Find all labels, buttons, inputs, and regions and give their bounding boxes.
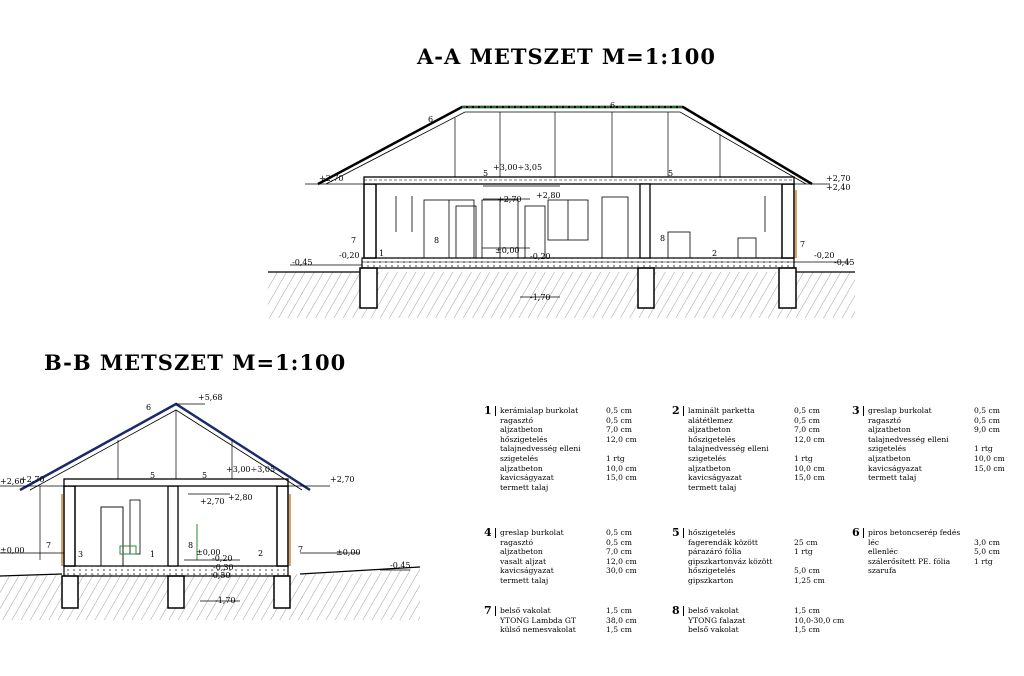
layer-thickness: 12,0 cm	[794, 434, 825, 444]
layer-material: termett talaj	[688, 482, 737, 492]
bb-mark-1: 1	[150, 550, 156, 559]
layer-thickness: 1 rtg	[974, 444, 993, 454]
layer-material: ragasztó	[500, 415, 534, 425]
legend-layer-row	[688, 538, 834, 548]
layer-material: szarufa	[868, 566, 897, 576]
bb-mark-7a: 7	[46, 541, 52, 550]
aa-level-right-bot: +2,40	[826, 183, 851, 192]
aa-level-170: -1,70	[530, 293, 551, 302]
layer-thickness: 10,0-30,0 cm	[794, 615, 845, 625]
layer-thickness: 1,5 cm	[794, 625, 820, 635]
legend-layer-row	[688, 625, 834, 635]
layer-thickness: 1,5 cm	[794, 606, 820, 615]
aa-foundation-right	[779, 268, 796, 308]
layer-material: szigetelés	[688, 453, 727, 463]
layer-material: párazáró fólia	[688, 547, 742, 557]
legend-layer-row	[500, 425, 646, 435]
layer-material: talajnedvesség elleni	[868, 434, 949, 444]
layer-thickness	[794, 528, 834, 538]
aa-mark-5b: 5	[668, 169, 674, 178]
layer-thickness: 10,0 cm	[606, 463, 637, 473]
legend-layer-row	[500, 547, 646, 557]
aa-level-045a: -0,45	[292, 258, 313, 267]
aa-level-020c: -0,20	[814, 251, 835, 260]
legend-layer-row	[688, 557, 834, 567]
bb-level-280: +2,80	[228, 493, 253, 502]
layer-material: greslap burkolat	[868, 406, 932, 415]
layer-material: külső nemesvakolat	[500, 625, 576, 635]
legend-layer-row	[868, 473, 1014, 483]
legend-layer-row	[688, 406, 834, 416]
section-bb-title: B-B METSZET M=1:100	[44, 350, 347, 375]
layer-material: aljzatbeton	[500, 547, 543, 557]
layer-thickness: 25 cm	[794, 537, 818, 547]
bb-mark-5a: 5	[150, 471, 156, 480]
aa-ceiling	[364, 177, 794, 184]
layer-thickness: 10,0 cm	[974, 453, 1005, 463]
layer-material: talajnedvesség elleni	[500, 444, 581, 454]
layer-thickness: 7,0 cm	[606, 425, 632, 435]
legend-layer-row	[868, 444, 1014, 454]
layer-material: YTONG falazat	[688, 615, 746, 625]
layer-material: aljzatbeton	[688, 425, 731, 435]
legend-layer-row	[500, 406, 646, 416]
legend-layer-row	[688, 528, 834, 538]
legend-layer-row	[500, 557, 646, 567]
layer-thickness: 0,5 cm	[794, 406, 820, 415]
aa-level-left: +2,70	[319, 174, 344, 183]
aa-wall-right	[782, 184, 794, 258]
legend-layer-row	[500, 616, 646, 626]
aa-wall-left	[364, 184, 376, 258]
layer-thickness: 1,5 cm	[606, 625, 632, 635]
legend-layer-row	[500, 444, 646, 454]
legend-layer-row	[500, 464, 646, 474]
layer-material: fagerendák között	[688, 537, 758, 547]
layer-thickness: 0,5 cm	[606, 537, 632, 547]
legend-layer-row	[500, 483, 646, 493]
legend-layer-row	[688, 547, 834, 557]
layer-material: belső vakolat	[500, 606, 551, 615]
aa-mark-5a: 5	[483, 169, 489, 178]
layer-thickness: 1 rtg	[974, 556, 993, 566]
layer-material: aljzatbeton	[868, 453, 911, 463]
legend-layer-row	[868, 416, 1014, 426]
layer-material: aljzatbeton	[688, 463, 731, 473]
layer-thickness: 3,0 cm	[974, 537, 1000, 547]
layer-material: szálerősített PE. fólia	[868, 556, 951, 566]
section-aa-drawing	[268, 101, 855, 318]
legend-number: 8	[672, 606, 684, 616]
layer-thickness	[974, 473, 1014, 483]
legend-layer-row	[868, 435, 1014, 445]
layer-material: belső vakolat	[688, 625, 739, 635]
bb-mark-6: 6	[146, 403, 152, 412]
layer-thickness	[794, 483, 834, 493]
layer-material: aljzatbeton	[500, 463, 543, 473]
bb-level-000a: ±0,00	[0, 546, 25, 555]
layer-thickness	[974, 528, 1014, 538]
layer-thickness: 7,0 cm	[794, 425, 820, 435]
layer-thickness: 15,0 cm	[974, 463, 1005, 473]
bb-level-270b: +2,70	[330, 475, 355, 484]
bb-mark-3: 3	[78, 550, 84, 559]
bb-level-050: -0,50	[210, 571, 231, 580]
layer-thickness: 12,0 cm	[606, 434, 637, 444]
legend-layer-row	[500, 576, 646, 586]
layer-material: hőszigetelés	[688, 528, 736, 537]
layer-material: aljzatbeton	[868, 425, 911, 435]
layer-thickness: 0,5 cm	[606, 415, 632, 425]
layer-thickness: 9,0 cm	[974, 425, 1000, 435]
layer-thickness	[794, 444, 834, 454]
layer-thickness: 5,0 cm	[794, 566, 820, 576]
legend-layer-row	[500, 435, 646, 445]
legend-number: 5	[672, 528, 684, 538]
aa-foundation-left	[360, 268, 377, 308]
aa-level-ceiling: +3,00÷3,05	[493, 163, 543, 172]
legend-layer-row	[688, 606, 834, 616]
layer-material: laminált parketta	[688, 406, 755, 415]
legend-number: 6	[852, 528, 864, 538]
aa-level-280: +2,80	[536, 191, 561, 200]
legend-layer-row	[688, 566, 834, 576]
legend-layer-row	[500, 528, 646, 538]
aa-mark-7b: 7	[800, 240, 806, 249]
legend-layer-row	[688, 444, 834, 454]
bb-mark-7b: 7	[298, 545, 304, 554]
aa-floor-slab	[362, 258, 794, 268]
legend-layer-row	[688, 454, 834, 464]
layer-thickness: 30,0 cm	[606, 566, 637, 576]
section-bb-drawing	[0, 393, 420, 620]
layer-material: termett talaj	[868, 473, 917, 483]
layer-thickness: 1,5 cm	[606, 606, 632, 615]
legend-layer-row	[500, 473, 646, 483]
layer-thickness: 0,5 cm	[606, 406, 632, 415]
bb-level-270a: +2,70	[20, 475, 45, 484]
legend-layer-row	[688, 615, 845, 626]
layer-material: ellenléc	[868, 547, 898, 557]
layer-thickness: 15,0 cm	[794, 473, 825, 483]
legend-layer-row	[688, 416, 834, 426]
bb-level-568: +5,68	[198, 393, 223, 402]
bb-mark-8: 8	[188, 541, 194, 550]
legend-layer-row	[688, 576, 834, 586]
layer-thickness: 38,0 cm	[606, 615, 637, 625]
layer-material: kavicságyazat	[688, 473, 742, 483]
legend-layer-row	[500, 606, 646, 616]
aa-mark-2: 2	[712, 249, 718, 258]
layer-material: greslap burkolat	[500, 528, 564, 537]
layer-thickness: 0,5 cm	[974, 406, 1000, 415]
legend-layer-row	[868, 454, 1014, 464]
aa-level-045b: -0,45	[834, 258, 855, 267]
bb-level-170: -1,70	[215, 596, 236, 605]
layer-material: kerámialap burkolat	[500, 406, 579, 415]
layer-thickness	[606, 444, 646, 454]
legend-layer-row	[868, 557, 1014, 567]
bb-roof	[20, 404, 310, 490]
layer-material: gipszkartonváz között	[688, 556, 773, 566]
layer-material: ragasztó	[868, 415, 902, 425]
legend-layer-row	[500, 566, 646, 576]
layer-material: hőszigetelés	[688, 434, 736, 444]
legend-layer-row	[688, 473, 834, 483]
aa-mark-7a: 7	[351, 236, 357, 245]
aa-mark-8a: 8	[434, 236, 440, 245]
section-aa-title: A-A METSZET M=1:100	[417, 44, 716, 69]
layer-material: szigetelés	[500, 453, 539, 463]
legend-number: 2	[672, 406, 684, 416]
legend-layer-row	[868, 425, 1014, 435]
layer-material: belső vakolat	[688, 606, 739, 615]
bb-mark-5b: 5	[202, 471, 208, 480]
layer-material: szigetelés	[868, 444, 907, 454]
layer-thickness	[606, 576, 646, 586]
layer-thickness: 12,0 cm	[606, 556, 637, 566]
aa-mark-eave: 6	[428, 115, 434, 124]
layer-thickness: 1,25 cm	[794, 575, 825, 585]
legend-layer-row	[500, 416, 646, 426]
legend-layer-row	[688, 425, 834, 435]
aa-ground	[268, 272, 855, 318]
layer-material: kavicságyazat	[500, 473, 554, 483]
layer-thickness: 0,5 cm	[974, 415, 1000, 425]
layer-thickness	[974, 566, 1014, 576]
layer-material: piros betoncserép fedés	[868, 528, 961, 537]
bb-level-030: -0,30	[213, 563, 234, 572]
legend-number: 1	[484, 406, 496, 416]
layer-material: termett talaj	[500, 575, 549, 585]
bb-level-000b: ±0,00	[196, 548, 221, 557]
layer-thickness	[794, 557, 834, 567]
legend-number: 4	[484, 528, 496, 538]
layer-material: gipszkarton	[688, 575, 734, 585]
layer-thickness: 1 rtg	[606, 453, 625, 463]
layer-thickness: 7,0 cm	[606, 547, 632, 557]
bb-level-260: +2,60	[0, 477, 25, 486]
legend-layer-row	[500, 625, 646, 635]
layer-thickness	[606, 483, 646, 493]
layer-material: vasalt aljzat	[500, 556, 547, 566]
layer-material: kavicságyazat	[868, 463, 922, 473]
layer-thickness: 10,0 cm	[794, 463, 825, 473]
bb-mark-2: 2	[258, 549, 264, 558]
aa-mark-8b: 8	[660, 234, 666, 243]
legend-layer-row	[868, 464, 1014, 474]
legend-number: 7	[484, 606, 496, 616]
layer-thickness: 1 rtg	[794, 547, 813, 557]
aa-mark-ridge: 6	[610, 101, 616, 110]
legend-layer-row	[500, 454, 646, 464]
layer-thickness	[974, 435, 1014, 445]
legend-layer-row	[868, 538, 1014, 548]
layer-material: termett talaj	[500, 482, 549, 492]
legend-layer-row	[688, 483, 834, 493]
layer-material: talajnedvesség elleni	[688, 444, 769, 454]
layer-material: léc	[868, 537, 880, 547]
layer-thickness: 5,0 cm	[974, 547, 1000, 557]
aa-level-020a: -0,20	[339, 251, 360, 260]
layer-material: kavicságyazat	[500, 566, 554, 576]
layer-material: aljzatbeton	[500, 425, 543, 435]
layer-material: YTONG Lambda GT	[500, 615, 576, 625]
legend-number: 3	[852, 406, 864, 416]
bb-level-020: -0,20	[212, 554, 233, 563]
bb-level-045: -0,45	[390, 561, 411, 570]
layer-thickness: 0,5 cm	[606, 528, 632, 537]
aa-mark-1: 1	[379, 249, 385, 258]
bb-level-000c: ±0,00	[336, 548, 361, 557]
layer-thickness: 15,0 cm	[606, 473, 637, 483]
legend-layer-row	[868, 566, 1014, 576]
legend-layer-row	[868, 528, 1014, 538]
aa-level-000: ±0,00	[495, 246, 520, 255]
layer-material: alátétlemez	[688, 415, 733, 425]
aa-level-020b: -0,20	[530, 252, 551, 261]
bb-level-ceiling: +3,00÷3,05	[226, 465, 276, 474]
layer-thickness: 0,5 cm	[794, 415, 820, 425]
layer-material: hőszigetelés	[688, 566, 736, 576]
layer-material: ragasztó	[500, 537, 534, 547]
aa-foundation-mid	[638, 268, 654, 308]
layer-thickness: 1 rtg	[794, 453, 813, 463]
aa-level-right-top: +2,70	[826, 174, 851, 183]
layer-material: hőszigetelés	[500, 434, 548, 444]
legend-layer-row	[868, 547, 1014, 557]
legend-layer-row	[500, 538, 646, 548]
aa-level-270: +2,70	[497, 195, 522, 204]
legend-layer-row	[688, 464, 834, 474]
legend-layer-row	[868, 406, 1014, 416]
legend-layer-row	[688, 435, 834, 445]
bb-level-270c: +2,70	[200, 497, 225, 506]
